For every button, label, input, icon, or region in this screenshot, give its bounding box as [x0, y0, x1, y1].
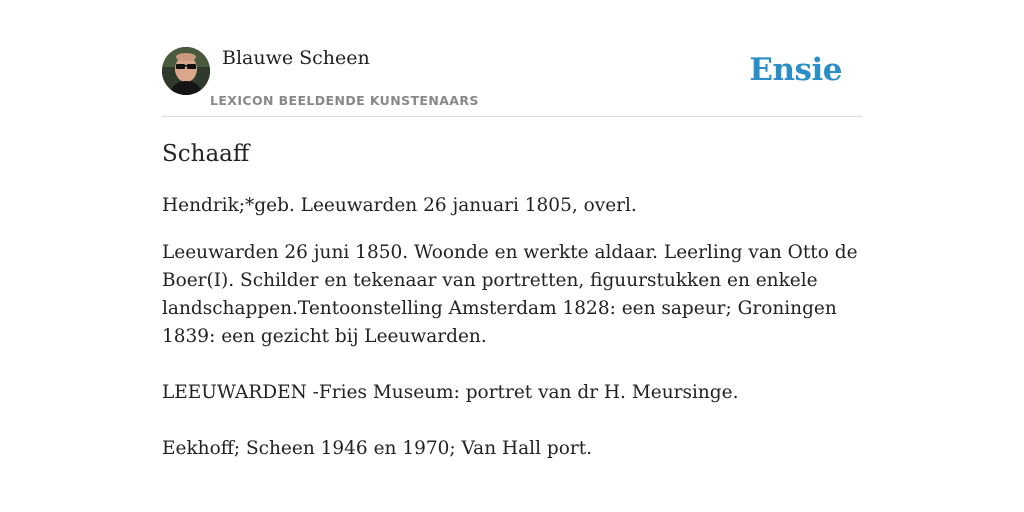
article-paragraph: Hendrik;*geb. Leeuwarden 26 januari 1805, overl.	[162, 195, 637, 216]
article-paragraph: LEEUWARDEN -Fries Museum: portret van dr H. Meursinge.	[162, 382, 739, 403]
author-name-link[interactable]: Blauwe Scheen	[222, 47, 370, 69]
ensie-logo[interactable]: Ensie	[749, 52, 842, 88]
author-avatar[interactable]	[162, 47, 210, 95]
avatar-image	[162, 47, 210, 95]
collection-name[interactable]: LEXICON BEELDENDE KUNSTENAARS	[210, 93, 479, 108]
page-header	[162, 0, 862, 117]
article-title: Schaaff	[162, 141, 250, 167]
page-container	[162, 0, 862, 459]
article-paragraph: Eekhoff; Scheen 1946 en 1970; Van Hall port.	[162, 438, 593, 459]
article-paragraph: Leeuwarden 26 juni 1850. Woonde en werkte aldaar. Leerling van Otto de Boer(I). Schilder en tekenaar van portretten, figuurstukken en enkele landschappen.Tentoonstelling Amsterdam 1828: een sapeur; Groningen 1839: een gezicht bij Leeuwarden.	[162, 242, 858, 347]
